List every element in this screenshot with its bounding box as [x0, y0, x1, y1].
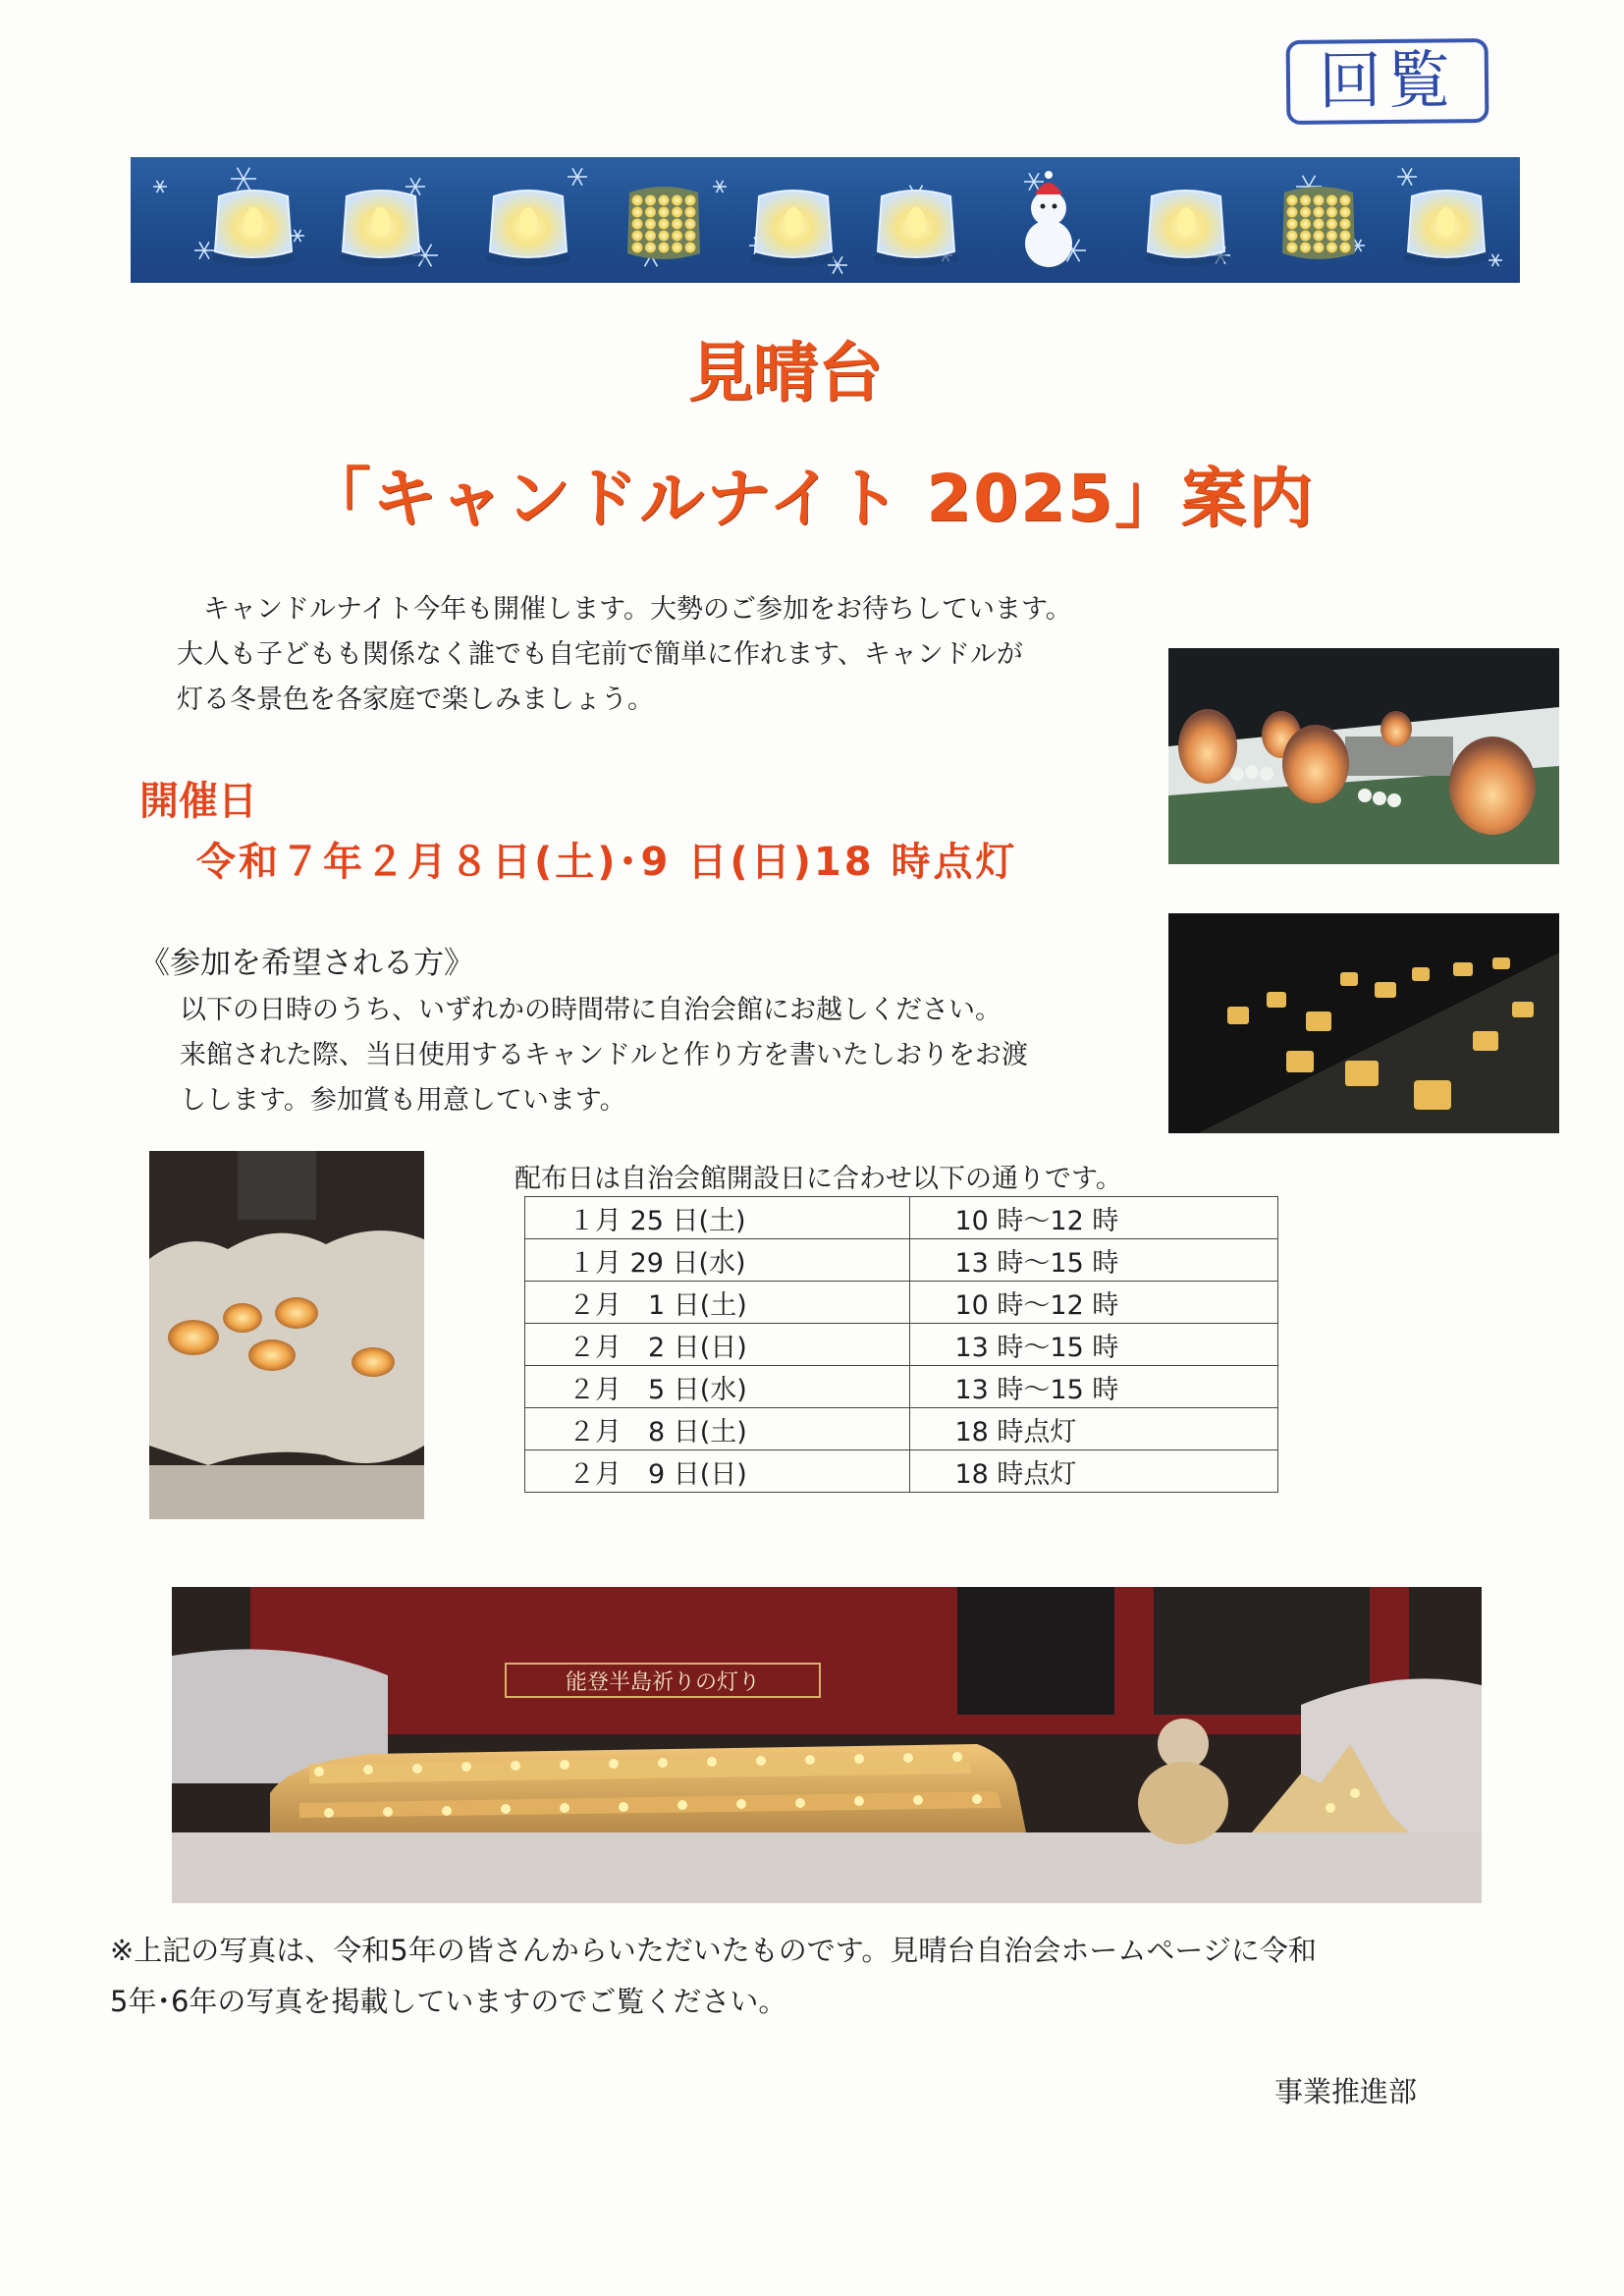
snowflake-icon [1489, 254, 1502, 266]
dotted-lantern-icon [627, 187, 700, 259]
intro-line: 灯る冬景色を各家庭で楽しみましょう。 [177, 684, 654, 715]
page-title-event: 「キャンドルナイト 2025」案内 [304, 461, 1316, 536]
participation-line: しします。参加賞も用意しています。 [180, 1085, 626, 1116]
schedule-date: ２月 9 日(日) [525, 1450, 910, 1493]
table-row [525, 1450, 1278, 1493]
schedule-date: ２月 1 日(土) [525, 1282, 910, 1324]
issuing-department: 事業推進部 [1274, 2075, 1418, 2108]
ice-candle-icon [210, 191, 297, 266]
participation-heading: 《参加を希望される方》 [139, 946, 474, 981]
schedule-time: 13 時～15 時 [910, 1366, 1278, 1408]
photo-night-lanterns [1168, 913, 1559, 1133]
table-row [525, 1282, 1278, 1324]
event-date-text: 令和７年２月８日(土)･9 日(日)18 時点灯 [196, 840, 1018, 885]
photo-sign-text: 能登半島祈りの灯り [565, 1670, 761, 1695]
snowflake-icon [1397, 168, 1417, 185]
schedule-time: 18 時点灯 [910, 1408, 1278, 1450]
table-row [525, 1366, 1278, 1408]
snowflake-icon [291, 230, 304, 242]
schedule-time: 10 時～12 時 [910, 1197, 1278, 1239]
ice-candle-icon [338, 191, 424, 266]
table-row [525, 1197, 1278, 1239]
snowflake-icon [231, 168, 256, 191]
page-title-location: 見晴台 [688, 335, 883, 410]
table-row [525, 1324, 1278, 1366]
intro-line: 大人も子どもも関係なく誰でも自宅前で簡単に作れます、キャンドルが [177, 639, 1023, 670]
participation-line: 以下の日時のうち、いずれかの時間帯に自治会館にお越しください。 [180, 995, 1001, 1025]
decorative-candle-banner [131, 157, 1520, 283]
schedule-time: 10 時～12 時 [910, 1282, 1278, 1324]
schedule-time: 13 時～15 時 [910, 1324, 1278, 1366]
distribution-schedule-table [524, 1196, 1278, 1493]
participation-line: 来館された際、当日使用するキャンドルと作り方を書いたしおりをお渡 [180, 1040, 1028, 1070]
stamp-text: 回覧 [1318, 44, 1457, 119]
participation-body [180, 988, 1162, 1123]
intro-line: キャンドルナイト今年も開催します。大勢のご参加をお待ちしています。 [177, 594, 1072, 625]
ice-candle-icon [485, 191, 571, 266]
schedule-date: １月 29 日(水) [525, 1239, 910, 1282]
banner-illustration [131, 157, 1520, 283]
schedule-time: 18 時点灯 [910, 1450, 1278, 1493]
schedule-date: ２月 8 日(土) [525, 1408, 910, 1450]
ice-candle-icon [1403, 191, 1489, 266]
note-line: ※上記の写真は、令和5年の皆さんからいただいたものです。見晴台自治会ホームページに令和 [110, 1934, 1317, 1967]
table-row [525, 1239, 1278, 1282]
ice-candle-icon [873, 191, 959, 266]
dotted-lantern-icon [1282, 187, 1355, 259]
intro-paragraph [177, 587, 1159, 723]
photo-lantern-display [172, 1587, 1482, 1903]
ice-candle-icon [750, 191, 837, 266]
snowflake-icon [568, 168, 587, 185]
snowflake-icon [153, 181, 167, 192]
note-line: 5年･6年の写真を掲載していますのでご覧ください。 [110, 1985, 787, 2018]
snowflake-icon [406, 178, 425, 194]
snowflake-icon [713, 181, 727, 192]
photo-note [110, 1925, 1504, 2027]
photo-snow-wall-lanterns [149, 1151, 424, 1519]
snowflake-icon [194, 242, 214, 258]
table-row [525, 1408, 1278, 1450]
schedule-date: ２月 2 日(日) [525, 1324, 910, 1366]
schedule-date: ２月 5 日(水) [525, 1366, 910, 1408]
photo-ice-lanterns [1168, 648, 1559, 864]
circulation-stamp [1286, 38, 1489, 125]
schedule-time: 13 時～15 時 [910, 1239, 1278, 1282]
schedule-date: １月 25 日(土) [525, 1197, 910, 1239]
event-date-heading: 開催日 [139, 779, 257, 824]
distribution-caption: 配布日は自治会館開設日に合わせ以下の通りです。 [514, 1164, 1122, 1194]
ice-candle-icon [1143, 191, 1229, 266]
